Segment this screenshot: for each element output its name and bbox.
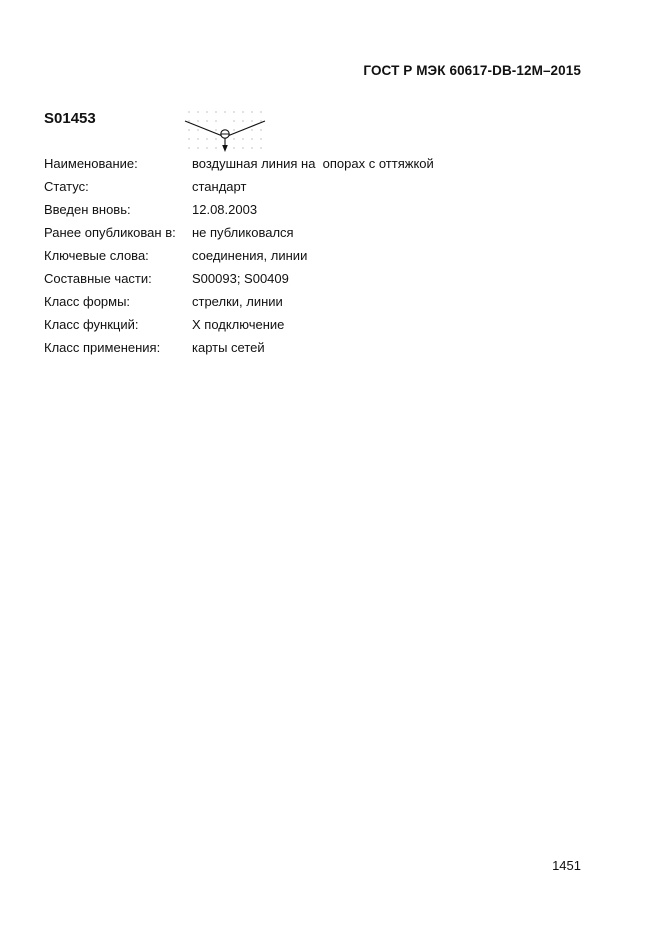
property-label: Статус: (44, 179, 89, 194)
property-row-introduced (44, 202, 584, 225)
property-value: X подключение (192, 317, 285, 332)
property-value: стрелки, линии (192, 294, 283, 309)
property-row-function-class (44, 317, 584, 340)
page-number: 1451 (552, 858, 581, 873)
property-label: Ключевые слова: (44, 248, 149, 263)
document-standard-header: ГОСТ Р МЭК 60617-DB-12M–2015 (363, 63, 581, 78)
property-list (44, 156, 584, 363)
property-row-application-class (44, 340, 584, 363)
overhead-line-guyed-pole-icon (180, 106, 270, 158)
property-row-name (44, 156, 584, 179)
property-label: Ранее опубликован в: (44, 225, 176, 240)
property-label: Введен вновь: (44, 202, 131, 217)
property-row-previously-published (44, 225, 584, 248)
symbol-id: S01453 (44, 110, 96, 127)
property-value: 12.08.2003 (192, 202, 258, 217)
property-value: S00093; S00409 (192, 271, 289, 286)
property-value: стандарт (192, 179, 247, 194)
property-label: Наименование: (44, 156, 138, 171)
property-row-shape-class (44, 294, 584, 317)
property-value: соединения, линии (192, 248, 308, 263)
property-label: Класс функций: (44, 317, 139, 332)
guy-arrow-head (222, 145, 228, 152)
property-label: Класс формы: (44, 294, 131, 309)
property-row-components (44, 271, 584, 294)
property-row-status (44, 179, 584, 202)
property-value: не публиковался (192, 225, 294, 240)
property-value: карты сетей (192, 340, 265, 355)
property-label: Составные части: (44, 271, 152, 286)
property-value: воздушная линия на опорах с оттяжкой (192, 156, 434, 171)
property-label: Класс применения: (44, 340, 161, 355)
property-row-keywords (44, 248, 584, 271)
